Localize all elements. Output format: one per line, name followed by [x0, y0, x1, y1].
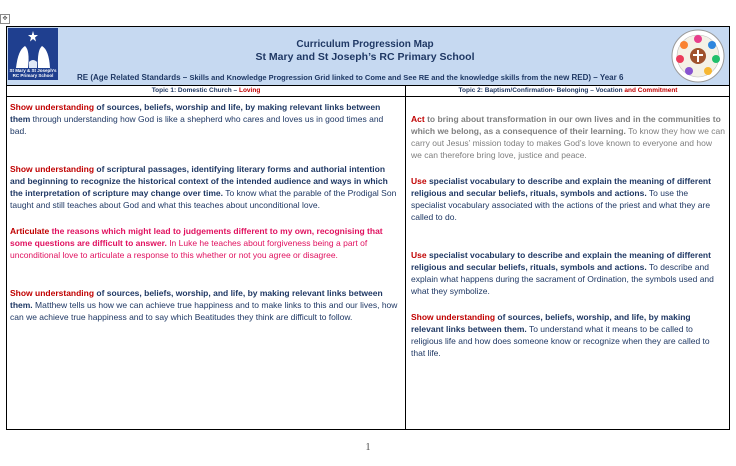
topic-2-column: [405, 97, 729, 429]
table-move-handle[interactable]: ✥: [0, 14, 10, 24]
objective-paragraph: [10, 101, 401, 137]
objective-paragraph: [411, 113, 725, 161]
objective-paragraph: [411, 311, 725, 359]
objective-bold: specialist vocabulary to describe and explain the meaning of different religious and secular beliefs, rituals, symbols and actions.: [411, 250, 711, 272]
objective-text: To know they how we can carry out Jesus’ mission today to makes God’s love known to everyone and how we can therefore bring love, justice and peace.: [411, 126, 725, 160]
topic-2-theme: and Commitment: [624, 87, 678, 94]
objective-lead: Articulate: [10, 226, 50, 236]
objective-text: To know what the parable of the Prodigal Son taught and still teaches about God and what this teaches about unconditional love.: [10, 188, 397, 210]
objective-bold: to bring about transformation in our own lives and in the communities to which we belong, as a consequence of their learning.: [411, 114, 721, 136]
objective-lead: Show understanding: [10, 288, 95, 298]
table-header: [7, 27, 729, 86]
objective-lead: Show understanding: [10, 164, 95, 174]
objective-bold: of sources, beliefs, worship, and life, by making relevant links between them.: [10, 288, 383, 310]
standards-line: [77, 73, 687, 83]
topic-2-heading: [405, 85, 730, 96]
objective-paragraph: [411, 175, 725, 223]
school-logo: [8, 28, 58, 80]
objective-lead: Show understanding: [10, 102, 95, 112]
diocese-logo: [668, 28, 728, 84]
objective-bold: of sources, beliefs, worship, and life, by making relevant links between them.: [411, 312, 691, 334]
document-title: Curriculum Progression Map: [296, 39, 434, 50]
objective-lead: Act: [411, 114, 425, 124]
objective-paragraph: [411, 249, 725, 297]
objective-text: To understand what it means to be called to religious life and how does someone know or recognize when they are called to that life.: [411, 324, 710, 358]
objective-text: Matthew tells us how we can achieve true happiness and to make links to this and our lives, how can we achieve true happiness and to say which Beatitudes they think are difficult to follow.: [10, 300, 398, 322]
objective-text: To use the specialist vocabulary associated with the actions of the priest and what they are called to do.: [411, 188, 711, 222]
objective-text: To describe and explain what happens during the sacrament of Ordination, the symbols used and what they symbolize.: [411, 262, 714, 296]
header-titles: [63, 39, 667, 64]
logo-caption: St Mary & St Joseph’s RC Primary School: [9, 68, 57, 78]
standards-middle: Skills and Knowledge Progression Grid linked to Come and See RE and the knowledge skills from the: [189, 73, 554, 82]
progression-table: [6, 26, 730, 430]
objective-bold: of scriptural passages, identifying literary forms and authorial intention and beginning to recognize the historical context of the intended audience and ways in which the interpretation of scripture may change over time.: [10, 164, 388, 198]
nativity-logo-graphic: [8, 28, 58, 72]
objective-bold: the reasons which might lead to judgements different to my own, recognising that some questions are difficult to answer.: [10, 226, 383, 248]
objective-paragraph: [10, 287, 401, 323]
topic-1-heading: [7, 85, 405, 96]
objective-text: In Luke he teaches about forgiveness being a part of unconditional love to articulate a response to this whether or not you agree or disagree.: [10, 238, 368, 260]
objective-bold: specialist vocabulary to describe and explain the meaning of different religious and secular beliefs, rituals, symbols and actions.: [411, 176, 711, 198]
objective-lead: Use: [411, 176, 427, 186]
page-number: 1: [365, 442, 371, 453]
objective-lead: Use: [411, 250, 427, 260]
topic-1-label: Topic 1: Domestic Church –: [151, 87, 239, 94]
school-name: St Mary and St Joseph’s RC Primary School: [255, 51, 475, 63]
topic-2-label: Topic 2: Baptism/Confirmation- Belonging – Vocation: [458, 87, 625, 94]
circular-emblem-icon: [668, 28, 728, 84]
topic-1-theme: Loving: [238, 87, 261, 94]
objective-paragraph: [10, 163, 401, 211]
standards-prefix: RE (Age Related Standards –: [77, 73, 190, 82]
standards-suffix: new RED) – Year 6: [553, 73, 624, 82]
objective-bold: of sources, beliefs, worship and life, by making relevant links between them: [10, 102, 381, 124]
topics-row: [7, 85, 729, 97]
objective-paragraph: [10, 225, 401, 261]
objective-text: through understanding how God is like a shepherd who cares and loves us in good times and bad.: [10, 114, 384, 136]
topic-1-column: [7, 97, 405, 429]
objective-lead: Show understanding: [411, 312, 496, 322]
